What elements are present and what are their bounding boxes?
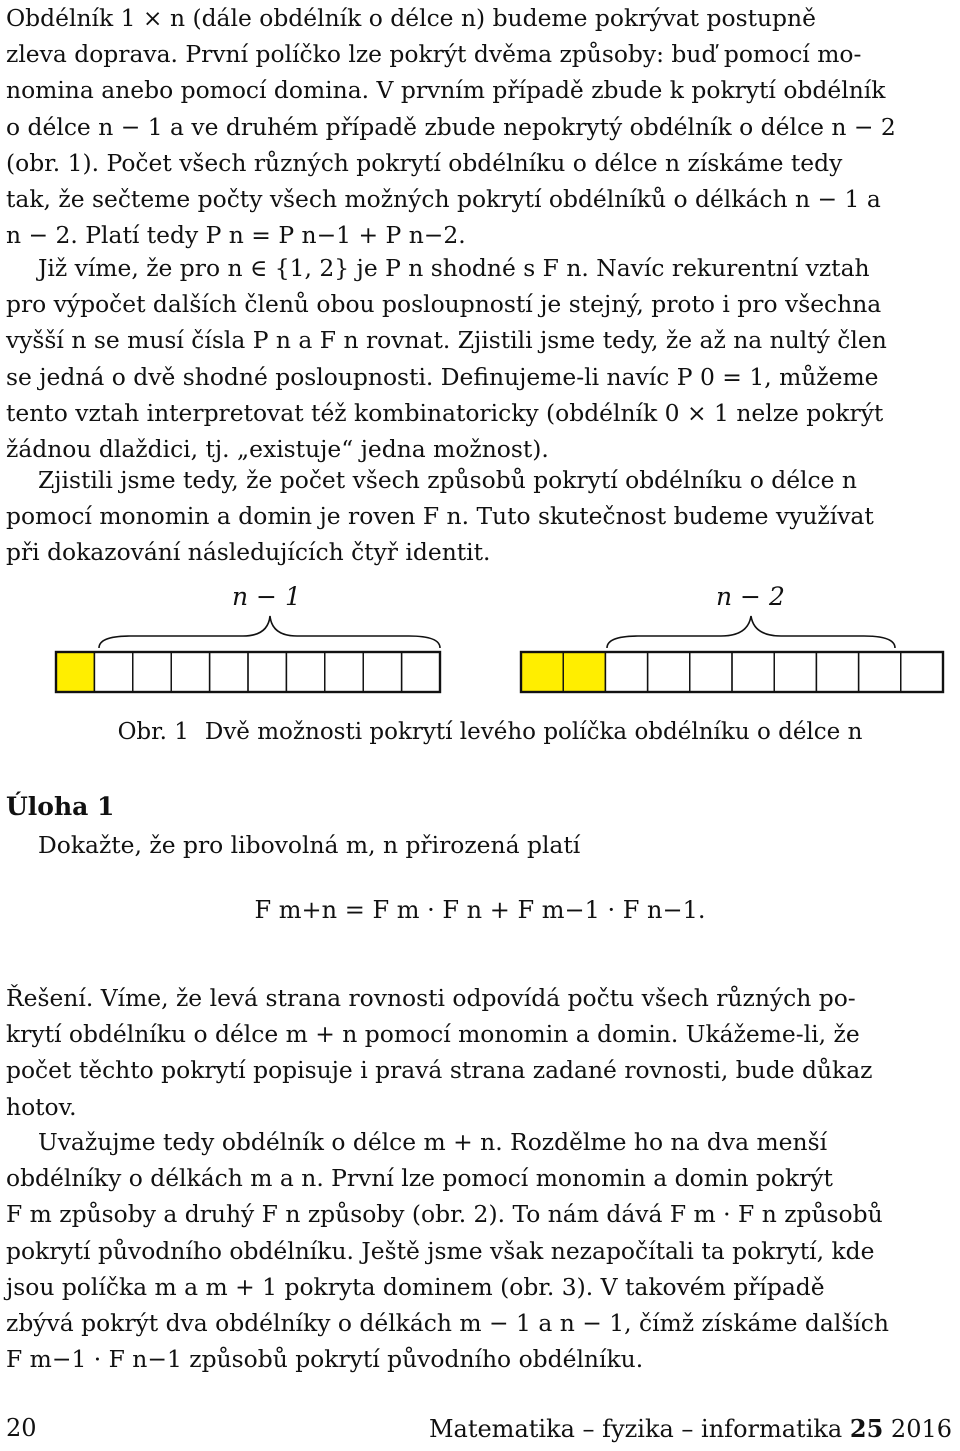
text-line: jsou políčka m a m + 1 pokryta dominem (obr. 3). V takovém případě — [6, 1272, 825, 1301]
tile-cell — [286, 652, 324, 692]
text-line: počet těchto pokrytí popisuje i pravá strana zadané rovnosti, bude důkaz — [6, 1056, 873, 1085]
figure-1-caption — [0, 719, 960, 745]
tile-cell — [648, 652, 690, 692]
text-line: hotov. — [6, 1092, 77, 1121]
text-line: pro výpočet dalších členů obou posloupností je stejný, proto i pro všechna — [6, 290, 882, 319]
tile-cell — [248, 652, 286, 692]
text-line: o délce n − 1 a ve druhém případě zbude nepokrytý obdélník o délce n − 2 — [6, 112, 896, 141]
text-line: nomina anebo pomocí domina. V prvním případě zbude k pokrytí obdélník — [6, 76, 886, 105]
brace-label-left: n − 1 — [232, 582, 301, 611]
tile-cell — [210, 652, 248, 692]
brace-left — [99, 616, 440, 648]
brace-label-right: n − 2 — [716, 582, 785, 611]
recurrence-paragraph — [6, 250, 956, 467]
tile-cell — [133, 652, 171, 692]
journal-footer — [429, 1414, 952, 1443]
task-statement — [6, 827, 956, 863]
journal-year: 2016 — [890, 1415, 952, 1443]
text-line: pomocí monomin a domin je roven F n. Tuto skutečnost budeme využívat — [6, 502, 874, 531]
brace-right — [607, 616, 895, 648]
text-line: Již víme, že pro n ∈ {1, 2} je P n shodné s F n. Navíc rekurentní vztah — [38, 254, 870, 282]
text-line: při dokazování následujících čtyř identit. — [6, 538, 491, 567]
caption-text: Dvě možnosti pokrytí levého políčka obdélníku o délce n — [204, 719, 863, 745]
text-line: Dokažte, že pro libovolná m, n přirozená platí — [38, 831, 581, 859]
tile-cell — [363, 652, 401, 692]
task-heading: Úloha 1 — [6, 792, 115, 821]
intro-paragraph — [6, 0, 956, 253]
tile-cell — [325, 652, 363, 692]
tile-cell — [732, 652, 774, 692]
text-line: vyšší n se musí čísla P n a F n rovnat. Zjistili jsme tedy, že až na nultý člen — [6, 326, 887, 355]
solution-paragraph — [6, 980, 956, 1125]
text-line: obdélníky o délkách m a n. První lze pomocí monomin a domin pokrýt — [6, 1164, 833, 1193]
text-line: tento vztah interpretovat též kombinatoricky (obdélník 0 × 1 nelze pokrýt — [6, 398, 884, 427]
text-line: F m způsoby a druhý F n způsoby (obr. 2). To nám dává F m · F n způsobů — [6, 1200, 883, 1229]
text-line: krytí obdélníku o délce m + n pomocí monomin a domin. Ukážeme-li, že — [6, 1020, 860, 1049]
right-tiling-strip — [521, 652, 943, 692]
tile-cell — [402, 652, 440, 692]
journal-volume: 25 — [849, 1414, 884, 1443]
tile-cell — [816, 652, 858, 692]
text-line: zbývá pokrýt dva obdélníky o délkách m − 1 a n − 1, čímž získáme dalších — [6, 1309, 889, 1338]
text-line: se jedná o dvě shodné posloupnosti. Definujeme-li navíc P 0 = 1, můžeme — [6, 362, 879, 391]
tile-cell — [859, 652, 901, 692]
caption-label: Obr. 1 — [117, 719, 189, 745]
text-line: Obdélník 1 × n (dále obdélník o délce n) budeme pokrývat postupně — [6, 4, 816, 32]
tile-cell — [171, 652, 209, 692]
tile-cell — [94, 652, 132, 692]
tile-cell — [605, 652, 647, 692]
journal-name: Matematika – fyzika – informatika — [428, 1415, 843, 1443]
text-line: pokrytí původního obdélníku. Ještě jsme však nezapočítali ta pokrytí, kde — [6, 1236, 875, 1265]
identity-formula: F m+n = F m · F n + F m−1 · F n−1. — [254, 896, 706, 924]
figure-1-drawing — [0, 612, 960, 712]
page-number: 20 — [6, 1414, 37, 1442]
text-line: Řešení. Víme, že levá strana rovnosti odpovídá počtu všech různých po- — [6, 984, 856, 1012]
tile-cell — [901, 652, 943, 692]
text-line: tak, že sečteme počty všech možných pokrytí obdélníků o délkách n − 1 a — [6, 185, 881, 214]
text-line: zleva doprava. První políčko lze pokrýt dvěma způsoby: buď pomocí mo- — [6, 40, 862, 69]
conclusion-paragraph — [6, 462, 956, 571]
text-line: F m−1 · F n−1 způsobů pokrytí původního obdélníku. — [6, 1345, 644, 1374]
text-line: Zjistili jsme tedy, že počet všech způsobů pokrytí obdélníku o délce n — [38, 466, 857, 494]
text-line: n − 2. Platí tedy P n = P n−1 + P n−2. — [6, 221, 466, 250]
tile-cell — [774, 652, 816, 692]
tile-cell — [690, 652, 732, 692]
left-tiling-strip — [56, 652, 440, 692]
text-line: žádnou dlaždici, tj. „existuje“ jedna možnost). — [6, 435, 549, 464]
text-line: Uvažujme tedy obdélník o délce m + n. Rozdělme ho na dva menší — [38, 1128, 828, 1156]
yellow-tile — [56, 652, 94, 692]
text-line: (obr. 1). Počet všech různých pokrytí obdélníku o délce n získáme tedy — [6, 148, 843, 177]
proof-paragraph — [6, 1124, 956, 1377]
